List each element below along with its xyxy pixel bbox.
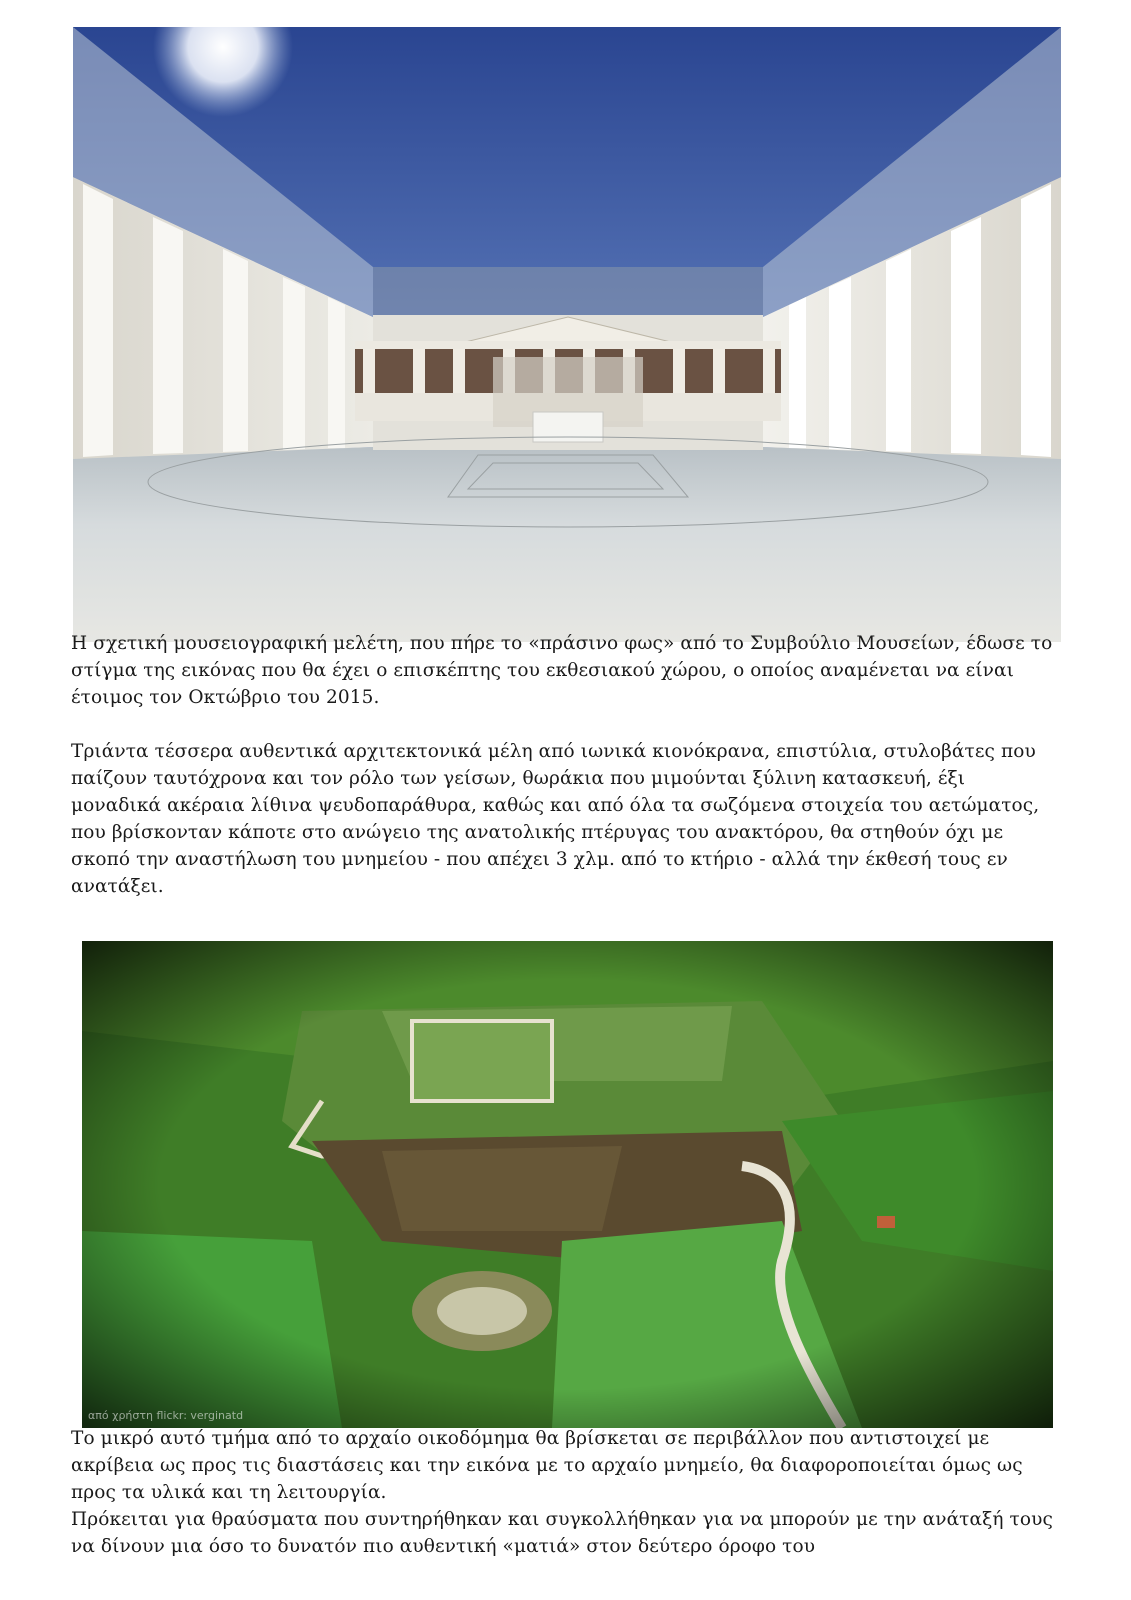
- article-paragraph-3: Το μικρό αυτό τμήμα από το αρχαίο οικοδόμημα θα βρίσκεται σε περιβάλλον που αντιστοιχεί με ακρίβεια ως προς τις διαστάσεις και την εικόνα με το αρχαίο μνημείο, θα διαφοροποιείται όμως ως προς τα υλικά και τη λειτουργία.: [71, 1428, 1023, 1503]
- museum-render-image: [73, 27, 1061, 642]
- photo-watermark: από χρήστη flickr: verginatd: [88, 1409, 244, 1422]
- article-paragraph-1: Η σχετική μουσειογραφική μελέτη, που πήρε το «πράσινο φως» από το Συμβούλιο Μουσείων, έδωσε το στίγμα της εικόνας που θα έχει ο επισκέπτης του εκθεσιακού χώρου, ο οποίος αναμένεται να είναι έτοιμος τον Οκτώβριο του 2015.: [71, 633, 1053, 708]
- article-paragraph-2: Τριάντα τέσσερα αυθεντικά αρχιτεκτονικά μέλη από ιωνικά κιονόκρανα, επιστύλια, στυλοβάτες που παίζουν ταυτόχρονα και τον ρόλο των γείσων, θωράκια που μιμούνται ξύλινη κατασκευή, έξι μοναδικά ακέραια λίθινα ψευδοπαράθυρα, καθώς και από όλα τα σωζόμενα στοιχεία του αετώματος, που βρίσκονταν κάποτε στο ανώγειο της ανατολικής πτέρυγας του ανακτόρου, θα στηθούν όχι με σκοπό την αναστήλωση του μνημείου - που απέχει 3 χλμ. από το κτήριο - αλλά την έκθεσή τους εν ανατάξει.: [71, 741, 1040, 897]
- aerial-site-photo: [82, 941, 1053, 1428]
- article-paragraph-4: Πρόκειται για θραύσματα που συντηρήθηκαν και συγκολλήθηκαν για να μπορούν με την ανάταξή τους να δίνουν μια όσο το δυνατόν πιο αυθεντική «ματιά» στον δεύτερο όροφο του: [71, 1509, 1053, 1557]
